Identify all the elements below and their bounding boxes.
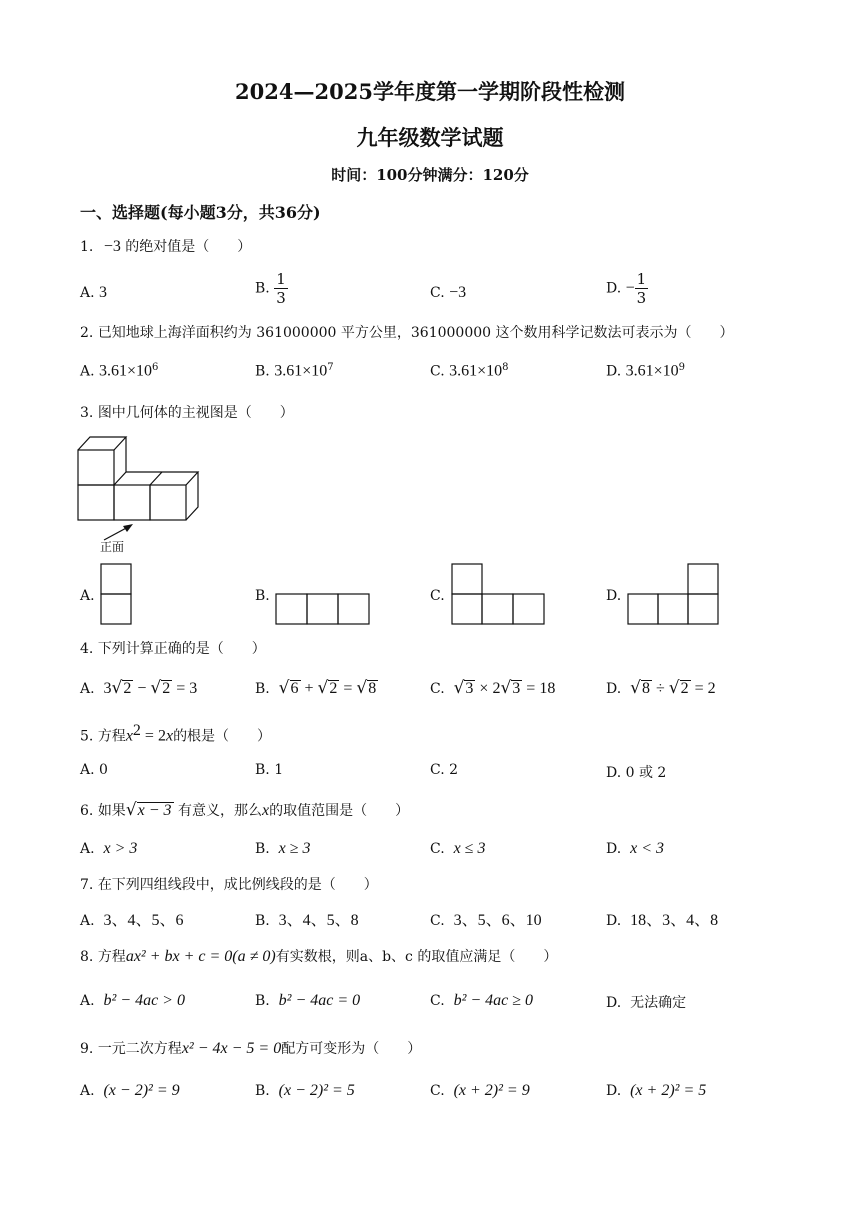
q3-option-b-figure (276, 594, 369, 624)
option-label: B. (255, 681, 270, 697)
radicand: 2 (123, 680, 132, 697)
option-label: C. (430, 841, 445, 857)
question-stem: 下列计算正确的是（ ） (97, 641, 266, 657)
question-5 (80, 722, 271, 746)
radicand: 2 (329, 680, 338, 697)
q6-option-d[interactable] (606, 840, 664, 858)
option-text: b² − 4ac > 0 (103, 992, 185, 1009)
option-label: C. (430, 285, 445, 301)
operator: ÷ (651, 680, 669, 697)
denominator: 3 (276, 289, 286, 307)
q3-option-b[interactable]: B. (255, 588, 270, 604)
option-text: x ≤ 3 (453, 840, 486, 857)
q7-option-d[interactable] (606, 907, 718, 930)
q6-option-a[interactable] (80, 840, 137, 858)
question-number: 4. (80, 641, 94, 657)
question-number: 1. (80, 239, 94, 255)
cube-face (78, 450, 114, 485)
question-number: 5. (80, 728, 94, 745)
q3-option-a-figure (101, 564, 131, 624)
question-4 (80, 638, 266, 658)
option-text: 3.61×10 (274, 362, 328, 380)
question-number: 8. (80, 949, 94, 965)
radicand: 2 (680, 680, 689, 697)
q5-option-a[interactable]: A. 0 (80, 762, 108, 778)
exam-title: 2024—2025学年度第一学期阶段性检测 (235, 79, 625, 104)
option-label: D. (606, 995, 622, 1011)
arrow-head (123, 524, 133, 532)
exponent: 8 (502, 362, 509, 373)
question-6: 6. 如果√x − 3 有意义，那么x的取值范围是（ ） (80, 800, 410, 820)
equation: ax² + bx + c = 0(a ≠ 0) (125, 948, 276, 965)
exponent: 2 (132, 722, 141, 739)
option-text: 3.61×10 (625, 362, 679, 380)
cube-edge (126, 472, 198, 485)
question-stem: 已知地球上海洋面积约为 361000000 平方公里，361000000 这个数用科学记数法可表示为（ ） (97, 325, 734, 341)
exam-subtitle: 九年级数学试题 (356, 125, 504, 150)
q3-option-c[interactable]: C. (430, 588, 445, 604)
question-stem: 方程 (97, 949, 126, 965)
option-label: B. (255, 363, 270, 380)
q5-option-b[interactable]: B. 1 (255, 762, 284, 778)
option-label: B. (255, 1083, 270, 1099)
front-label: 正面 (100, 540, 125, 554)
option-text: 3.61×10 (449, 362, 503, 380)
q7-option-c[interactable] (430, 907, 542, 930)
question-stem: 有意义，那么 (178, 803, 263, 819)
option-label: D. (606, 280, 622, 297)
numerator: 1 (636, 270, 647, 288)
option-label: C. (430, 913, 445, 929)
q3-option-d-figure (628, 564, 718, 624)
q5-option-c[interactable]: C. 2 (430, 762, 459, 778)
option-label: B. (255, 841, 270, 857)
section-title: 一、选择题(每小题3分，共36分) (80, 203, 321, 222)
q9-option-c[interactable] (430, 1082, 530, 1100)
question-number: 6. (80, 803, 94, 819)
option-text: x ≥ 3 (278, 840, 311, 857)
q6-option-c[interactable] (430, 840, 485, 858)
option-text: (x + 2)² = 5 (630, 1082, 707, 1099)
option-label: B. (255, 280, 270, 297)
question-7 (80, 874, 378, 894)
cube-edge (78, 437, 126, 450)
question-9 (80, 1038, 421, 1058)
radicand: 8 (641, 680, 650, 697)
q9-option-b[interactable] (255, 1082, 355, 1100)
question-stem: 如果 (97, 803, 126, 819)
option-text: 3 (99, 284, 108, 301)
question-stem: 的根是（ ） (173, 728, 272, 745)
question-stem: 的绝对值是（ ） (125, 239, 252, 255)
q8-option-d[interactable] (606, 992, 686, 1012)
option-label: C. (430, 993, 445, 1009)
question-stem: 有实数根，则a、b、c 的取值应满足（ ） (275, 949, 558, 965)
q8-option-c[interactable] (430, 992, 533, 1010)
option-text: 18、3、4、8 (630, 912, 719, 929)
option-label: A. (80, 913, 95, 929)
time-info: 时间：100分钟满分：120分 (331, 166, 529, 184)
option-label: D. (606, 841, 622, 857)
question-stem: 一元二次方程 (97, 1041, 182, 1057)
q3-option-d[interactable]: D. (606, 588, 622, 604)
denominator: 3 (636, 289, 647, 307)
radicand: 2 (162, 680, 171, 697)
question-stem: 配方可变形为（ ） (281, 1041, 422, 1057)
q6-option-b[interactable] (255, 840, 311, 858)
variable: x (125, 727, 133, 745)
q4-option-a[interactable]: A. 3√2 − √2 = 3 (80, 678, 198, 698)
radicand: 3 (512, 680, 521, 697)
operator: + (300, 680, 318, 697)
option-label: D. (606, 1083, 622, 1099)
option-text: 3、4、5、8 (278, 912, 359, 929)
option-label: A. (80, 993, 95, 1009)
option-label: B. (255, 913, 270, 929)
question-stem: 的取值范围是（ ） (269, 803, 410, 819)
option-label: D. (606, 363, 622, 380)
cube-face (78, 485, 114, 520)
radicand: 8 (368, 680, 377, 697)
q3-option-c-figure (452, 564, 544, 624)
coefficient: 3 (103, 680, 112, 697)
question-number: 3. (80, 405, 94, 421)
option-text: b² − 4ac = 0 (278, 992, 361, 1009)
option-label: B. (255, 993, 270, 1009)
minus-sign: − (625, 279, 635, 297)
option-text: (x + 2)² = 9 (453, 1082, 530, 1099)
result: = 18 (522, 680, 556, 697)
cube-face (150, 485, 186, 520)
option-text: x > 3 (103, 840, 138, 857)
question-stem: 图中几何体的主视图是（ ） (97, 405, 294, 421)
q4-option-d[interactable]: D. √8 ÷ √2 = 2 (606, 678, 716, 698)
exponent: 9 (678, 362, 686, 373)
q4-option-c[interactable]: C. √3 × 2√3 = 18 (430, 678, 556, 698)
option-text: (x − 2)² = 9 (103, 1082, 180, 1099)
result: = 2 (690, 680, 716, 697)
option-label: C. (430, 681, 445, 697)
option-text: b² − 4ac ≥ 0 (453, 992, 534, 1009)
option-text: 3、5、6、10 (453, 912, 542, 929)
operator: − (133, 680, 151, 697)
equation: x² − 4x − 5 = 0 (181, 1040, 282, 1057)
option-label: C. (430, 363, 445, 380)
option-text: 无法确定 (630, 995, 687, 1011)
option-label: A. (80, 363, 95, 380)
option-label: A. (80, 841, 95, 857)
q8-option-a[interactable] (80, 992, 185, 1010)
variable: x (262, 802, 270, 819)
q7-option-b[interactable] (255, 907, 359, 930)
option-text: 3.61×10 (99, 362, 153, 380)
option-label: A. (80, 1083, 95, 1099)
option-text: x < 3 (630, 840, 664, 857)
q8-option-b[interactable] (255, 992, 360, 1010)
radicand: x − 3 (137, 802, 172, 819)
question-8 (80, 946, 557, 966)
option-label: A. (80, 285, 95, 301)
question-stem: 方程 (97, 728, 126, 745)
q9-option-a[interactable] (80, 1082, 180, 1100)
q1-expression: −3 (103, 238, 121, 255)
operator: = (339, 680, 357, 697)
exponent: 6 (152, 362, 159, 373)
cube-edge (150, 472, 162, 485)
option-label: D. (606, 913, 622, 929)
cube-face (114, 485, 150, 520)
variable: x (165, 727, 174, 745)
q7-option-a[interactable] (80, 907, 183, 930)
result: = 3 (172, 680, 198, 697)
option-label: C. (430, 1083, 445, 1099)
option-text: 3、4、5、6 (103, 912, 184, 929)
radicand: 6 (290, 680, 299, 697)
operator: × 2 (475, 680, 501, 697)
q5-option-d[interactable]: D. 0 或 2 (606, 765, 667, 781)
exponent: 7 (327, 362, 334, 373)
equation-part: = 2 (140, 727, 166, 745)
option-text: −3 (449, 284, 467, 301)
question-stem: 在下列四组线段中，成比例线段的是（ ） (97, 877, 378, 893)
numerator: 1 (276, 270, 286, 288)
radicand: 3 (465, 680, 474, 697)
question-number: 2. (80, 325, 94, 341)
option-label: A. (80, 681, 95, 697)
q9-option-d[interactable] (606, 1082, 706, 1100)
question-number: 7. (80, 877, 94, 893)
option-label: D. (606, 681, 622, 697)
q4-option-b[interactable]: B. √6 + √2 = √8 (255, 678, 377, 698)
option-text: (x − 2)² = 5 (278, 1082, 355, 1099)
q3-option-a[interactable]: A. (80, 588, 95, 604)
question-number: 9. (80, 1041, 94, 1057)
